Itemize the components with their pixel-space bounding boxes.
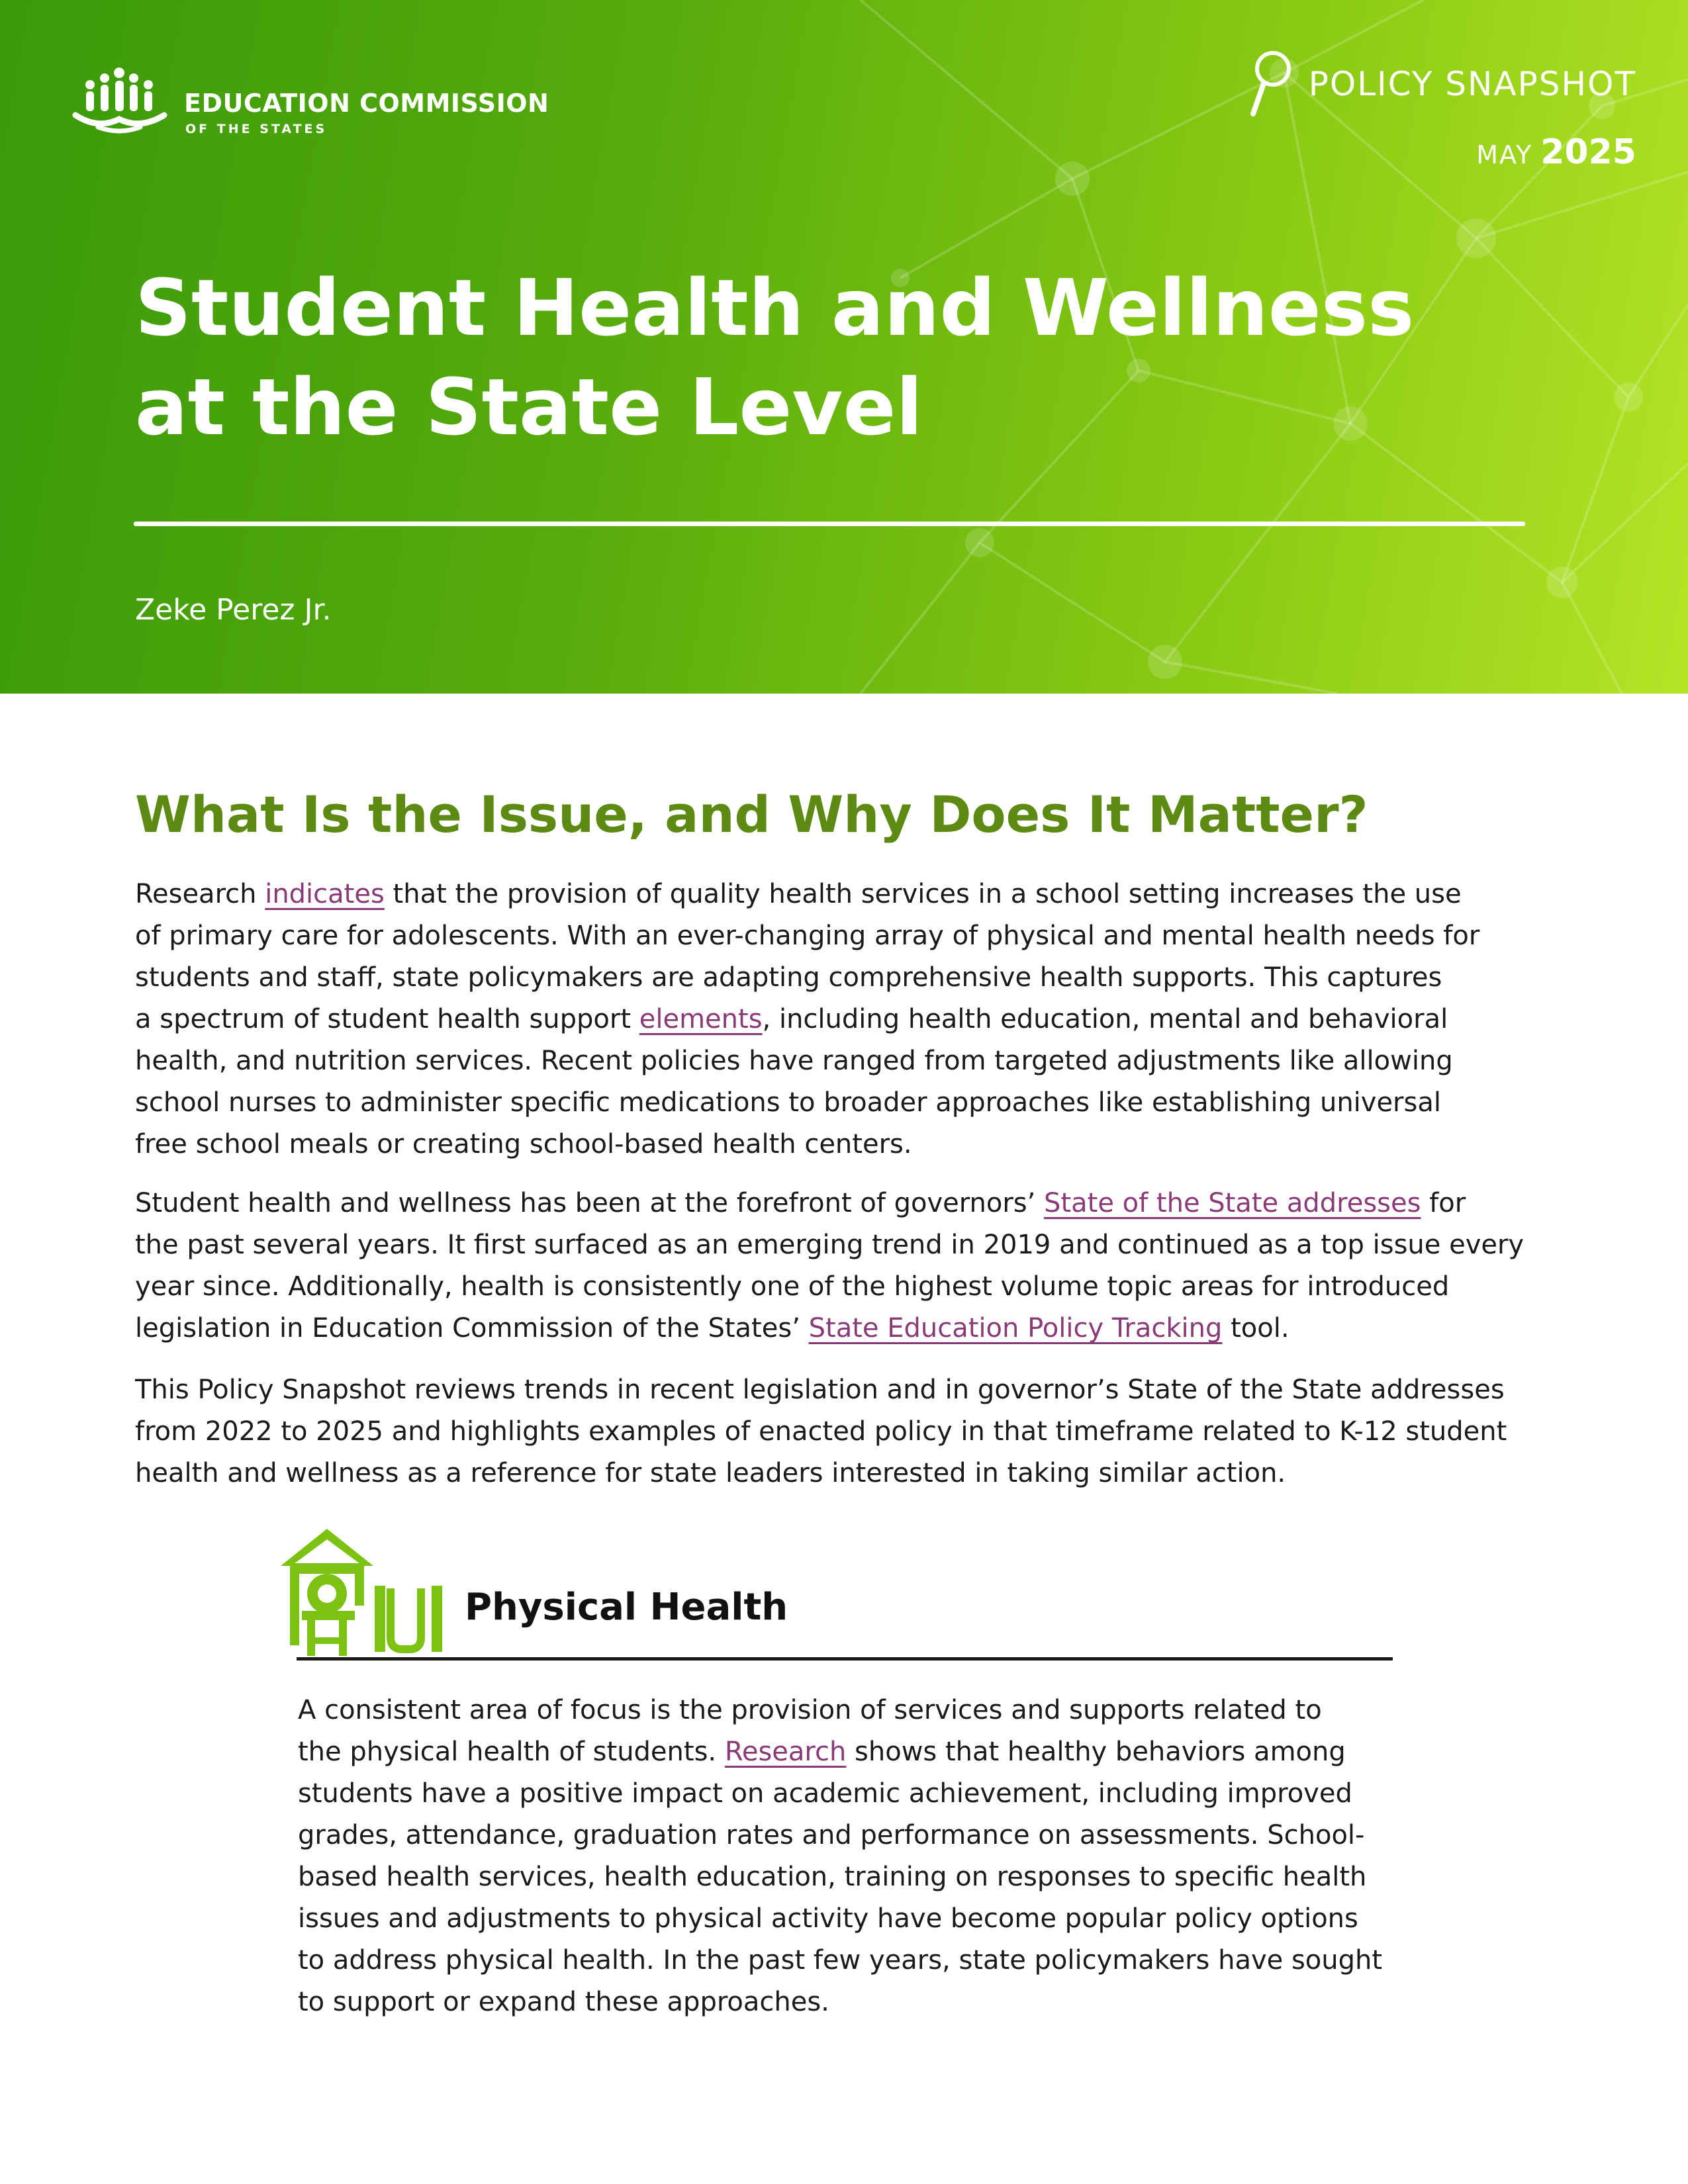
text-line [135,1183,1532,1224]
text-line: health, and nutrition services. Recent policies have ranged from targeted adjustments like allowing [135,1046,1453,1076]
author-name: Zeke Perez Jr. [135,593,332,627]
text-line: This Policy Snapshot reviews trends in recent legislation and in governor’s State of the State addresses [135,1375,1505,1405]
series-name: POLICY SNAPSHOT [1308,65,1636,103]
issue-month: MAY [1476,140,1533,169]
playground-icon [278,1520,444,1659]
text-line: issues and adjustments to physical activity have become popular policy options [298,1903,1358,1934]
text-line: free school meals or creating school-based health centers. [135,1129,912,1160]
text-span: that the provision of quality health services in a school setting increases the use [384,879,1462,909]
people-logo-icon [71,64,177,138]
text-line: based health services, health education, training on responses to specific health [298,1862,1367,1892]
text-line: health and wellness as a reference for state leaders interested in taking similar action. [135,1458,1286,1488]
text-span: the physical health of students. [298,1737,725,1767]
text-span: shows that healthy behaviors among [846,1737,1346,1767]
issue-date [1476,132,1636,172]
indicates-link[interactable]: indicates [265,879,385,909]
text-line [135,1308,1532,1349]
text-line: to address physical health. In the past few years, state policymakers have sought [298,1945,1383,1976]
header-banner [0,0,1688,694]
text-line: year since. Additionally, health is consistently one of the highest volume topic areas for introduced [135,1271,1450,1302]
series-label [1246,48,1636,120]
text-line: from 2022 to 2025 and highlights examples of enacted policy in that timeframe related to K-12 student [135,1416,1507,1447]
org-name: EDUCATION COMMISSION [184,89,549,118]
org-name-subtitle: OF THE STATES [185,122,328,136]
physical-health-heading: Physical Health [465,1586,788,1629]
text-line: to support or expand these approaches. [298,1987,829,2017]
text-line: students and staff, state policymakers are adapting comprehensive health supports. This captures [135,962,1442,993]
text-line: of primary care for adolescents. With an ever-changing array of physical and mental health needs for [135,921,1480,951]
organization-logo[interactable] [71,64,561,143]
text-span: tool. [1222,1313,1289,1343]
text-line: school nurses to administer specific medications to broader approaches like establishing universal [135,1087,1441,1118]
text-line: grades, attendance, graduation rates and performance on assessments. School- [298,1820,1365,1850]
magnifying-glass-icon [1246,48,1294,120]
text-span: Research [135,879,265,909]
section-heading: What Is the Issue, and Why Does It Matter? [135,785,1368,844]
text-line [135,999,1532,1040]
title-line-2: at the State Level [135,361,923,453]
title-divider [134,522,1525,526]
page-title [135,258,1459,457]
state-of-the-state-link[interactable]: State of the State addresses [1044,1188,1421,1218]
paragraph-1 [135,874,1532,1165]
research-link[interactable]: Research [724,1737,847,1767]
text-span: Student health and wellness has been at the forefront of governors’ [135,1188,1045,1218]
title-line-1: Student Health and Wellness [135,262,1415,353]
text-span: legislation in Education Commission of the States’ [135,1313,809,1343]
text-line: A consistent area of focus is the provision of services and supports related to [298,1695,1322,1725]
text-span: for [1421,1188,1466,1218]
text-line [135,874,1532,915]
text-line: students have a positive impact on academic achievement, including improved [298,1778,1352,1809]
text-span: , including health education, mental and behavioral [762,1004,1448,1034]
text-span: a spectrum of student health support [135,1004,639,1034]
physical-health-paragraph [298,1690,1410,2023]
paragraph-2 [135,1183,1532,1349]
paragraph-3 [135,1369,1532,1494]
policy-tracking-link[interactable]: State Education Policy Tracking [808,1313,1223,1343]
elements-link[interactable]: elements [639,1004,763,1034]
issue-year: 2025 [1540,132,1636,172]
physical-health-divider [297,1657,1393,1661]
text-line [298,1731,1410,1773]
text-line: the past several years. It first surfaced as an emerging trend in 2019 and continued as a top issue every [135,1230,1524,1260]
